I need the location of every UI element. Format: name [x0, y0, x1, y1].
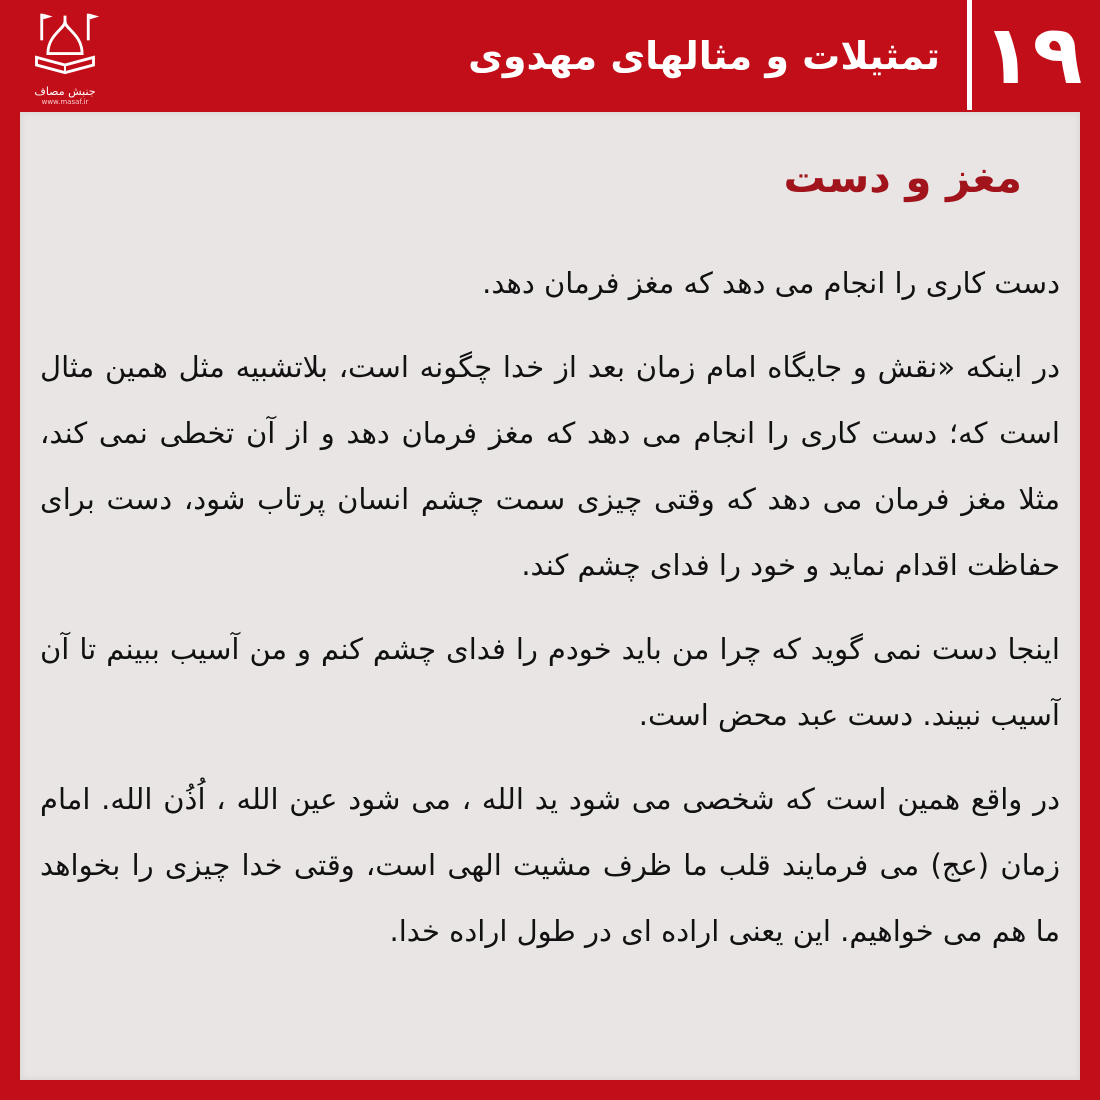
- logo-site: www.masaf.ir: [41, 98, 89, 106]
- paragraph: در اینکه «نقش و جایگاه امام زمان بعد از خدا چگونه است، بلاتشبیه مثل همین مثال است که؛ دست کاری را انجام می دهد که مغز فرمان دهد و از آن تخطی نمی کند، مثلا مغز فرمان می دهد که وقتی چیزی سمت چشم انسان پرتاب شود، دست برای حفاظت اقدام نماید و خود را فدای چشم کند.: [40, 350, 1060, 582]
- masaf-logo: [10, 8, 120, 104]
- article-body: [40, 250, 1060, 982]
- series-title: تمثیلات و مثالهای مهدوی: [468, 34, 940, 78]
- paragraph: اینجا دست نمی گوید که چرا من باید خودم را فدای چشم کنم و من آسیب ببینم تا آن آسیب نبیند. دست عبد محض است.: [40, 632, 1060, 732]
- header-bar: [0, 0, 1100, 110]
- paragraph: در واقع همین است که شخصی می شود ید الله ، می شود عین الله ، اُذُن الله. امام زمان (عج) می فرمایند قلب ما ظرف مشیت الهی است، وقتی خدا چیزی را بخواهد ما هم می خواهیم. این یعنی اراده ای در طول اراده خدا.: [40, 782, 1060, 948]
- shrine-dome-icon: [27, 8, 103, 84]
- paragraph: دست کاری را انجام می دهد که مغز فرمان دهد.: [482, 266, 1060, 300]
- episode-number: ۱۹: [982, 8, 1083, 103]
- article-title: مغز و دست: [783, 153, 1022, 202]
- header-divider: [967, 0, 972, 110]
- logo-name: جنبش مصاف: [34, 85, 96, 98]
